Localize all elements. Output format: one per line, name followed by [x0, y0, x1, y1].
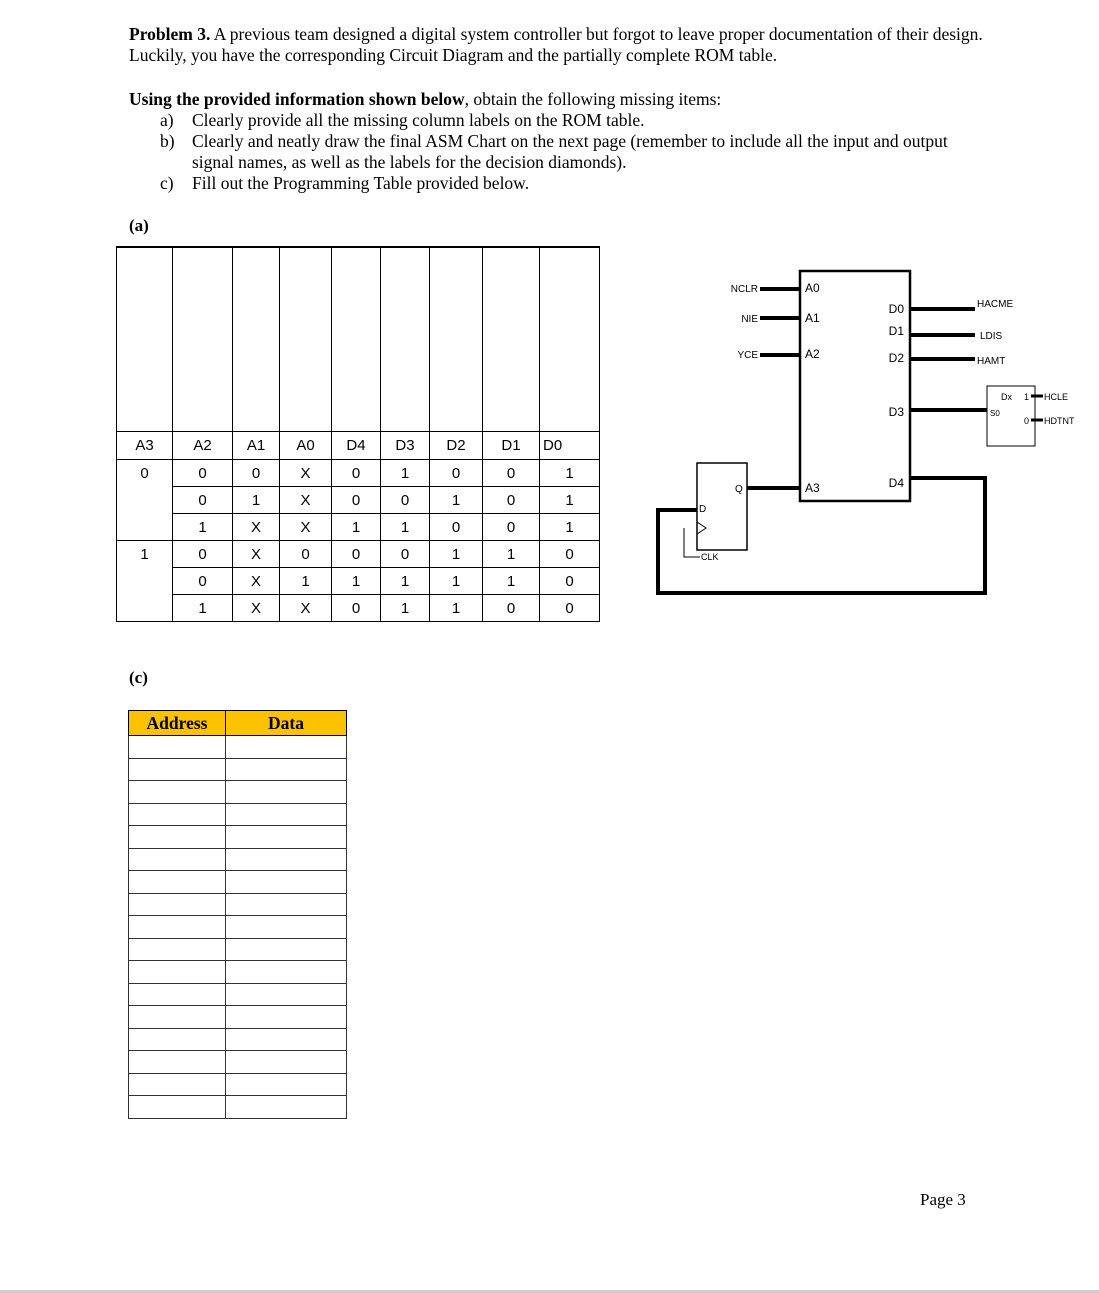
- rom-output-d1: D1: [888, 324, 904, 338]
- rom-output-d4: D4: [888, 476, 904, 490]
- instruction-marker: b): [160, 131, 175, 151]
- output-signal-hacme: HACME: [977, 299, 1014, 310]
- rom-header: D1: [483, 432, 540, 460]
- table-row: [129, 736, 347, 759]
- table-row: [129, 1073, 347, 1096]
- table-row: [117, 487, 600, 514]
- rom-cell: 0: [540, 568, 600, 595]
- data-cell[interactable]: [226, 781, 347, 804]
- data-cell[interactable]: [226, 848, 347, 871]
- instruction-text: Clearly provide all the missing column labels on the ROM table.: [192, 110, 645, 130]
- rom-header: A3: [117, 432, 173, 460]
- rom-label-cell[interactable]: [430, 247, 483, 432]
- address-cell[interactable]: [129, 1096, 226, 1119]
- rom-cell: 0: [332, 487, 381, 514]
- demux-label: Dx: [1001, 392, 1012, 402]
- data-cell[interactable]: [226, 871, 347, 894]
- rom-cell: 0: [332, 460, 381, 487]
- rom-cell: 1: [173, 514, 233, 541]
- rom-output-d0: D0: [888, 302, 904, 316]
- table-row: [129, 1006, 347, 1029]
- output-signal-hdtnt: HDTNT: [1044, 416, 1075, 426]
- address-cell[interactable]: [129, 1051, 226, 1074]
- data-cell[interactable]: [226, 893, 347, 916]
- rom-label-cell[interactable]: [280, 247, 332, 432]
- data-cell[interactable]: [226, 736, 347, 759]
- rom-cell: 1: [280, 568, 332, 595]
- rom-cell: 1: [430, 568, 483, 595]
- table-row: [129, 803, 347, 826]
- demux-select: S0: [990, 409, 1000, 418]
- table-row: [129, 781, 347, 804]
- data-cell[interactable]: [226, 1028, 347, 1051]
- instructions: [129, 89, 989, 194]
- rom-cell: 1: [483, 541, 540, 568]
- instruction-item: [129, 173, 989, 194]
- data-cell[interactable]: [226, 938, 347, 961]
- rom-cell: 0: [332, 541, 381, 568]
- address-cell[interactable]: [129, 938, 226, 961]
- rom-cell: 1: [381, 514, 430, 541]
- rom-cell: 0: [381, 541, 430, 568]
- rom-label-cell[interactable]: [117, 247, 173, 432]
- rom-header: A0: [280, 432, 332, 460]
- rom-cell: X: [233, 568, 280, 595]
- rom-cell: 0: [173, 460, 233, 487]
- address-cell[interactable]: [129, 781, 226, 804]
- instruction-item: [129, 131, 989, 173]
- rom-input-a1: A1: [805, 311, 820, 325]
- instruction-marker: c): [160, 173, 174, 193]
- data-cell[interactable]: [226, 1051, 347, 1074]
- rom-cell: 0: [430, 514, 483, 541]
- rom-label-cell[interactable]: [540, 247, 600, 432]
- rom-cell: 0: [233, 460, 280, 487]
- rom-header: D4: [332, 432, 381, 460]
- address-cell[interactable]: [129, 803, 226, 826]
- rom-cell: 1: [173, 595, 233, 622]
- rom-label-cell[interactable]: [483, 247, 540, 432]
- data-header: Data: [226, 711, 347, 736]
- instructions-lead: , obtain the following missing items:: [464, 89, 722, 109]
- demux-in-zero: 0: [1024, 416, 1030, 426]
- rom-input-a3: A3: [805, 481, 820, 495]
- rom-cell: 0: [483, 460, 540, 487]
- table-row: [117, 514, 600, 541]
- clock-label: CLK: [701, 552, 719, 562]
- address-cell[interactable]: [129, 983, 226, 1006]
- table-row: [129, 916, 347, 939]
- input-signal-nie: NIE: [741, 314, 758, 325]
- programming-table-body: [129, 736, 347, 1119]
- rom-label-cell[interactable]: [173, 247, 233, 432]
- page-number: Page 3: [920, 1190, 966, 1209]
- rom-cell: 1: [381, 568, 430, 595]
- input-signal-nclr: NCLR: [730, 284, 758, 295]
- data-cell[interactable]: [226, 961, 347, 984]
- table-row: [129, 983, 347, 1006]
- rom-cell: 0: [483, 514, 540, 541]
- rom-input-a2: A2: [805, 347, 820, 361]
- rom-table: [116, 246, 600, 622]
- rom-cell: 1: [332, 514, 381, 541]
- rom-cell: 1: [233, 487, 280, 514]
- table-row: [129, 961, 347, 984]
- rom-cell: X: [280, 595, 332, 622]
- table-row: [129, 1028, 347, 1051]
- rom-label-row: [117, 247, 600, 432]
- data-cell[interactable]: [226, 803, 347, 826]
- rom-cell: 0: [430, 460, 483, 487]
- table-row: [129, 893, 347, 916]
- demux-in-one: 1: [1024, 392, 1030, 402]
- rom-cell: 1: [540, 514, 600, 541]
- rom-cell: 1: [332, 568, 381, 595]
- rom-cell: 1: [483, 568, 540, 595]
- rom-cell: [117, 514, 173, 541]
- table-row: [117, 460, 600, 487]
- rom-cell: [117, 568, 173, 595]
- table-row: [129, 1051, 347, 1074]
- address-cell[interactable]: [129, 871, 226, 894]
- rom-cell: 1: [117, 541, 173, 568]
- address-cell[interactable]: [129, 758, 226, 781]
- rom-cell: 0: [332, 595, 381, 622]
- address-cell[interactable]: [129, 1006, 226, 1029]
- rom-cell: [117, 487, 173, 514]
- section-c-label: (c): [129, 668, 148, 687]
- rom-label-cell[interactable]: [332, 247, 381, 432]
- rom-header: A2: [173, 432, 233, 460]
- rom-cell: 0: [483, 595, 540, 622]
- data-cell[interactable]: [226, 983, 347, 1006]
- section-a-label: (a): [129, 216, 149, 235]
- rom-cell: 0: [173, 568, 233, 595]
- rom-header: D2: [430, 432, 483, 460]
- address-cell[interactable]: [129, 1028, 226, 1051]
- rom-header: A1: [233, 432, 280, 460]
- rom-cell: 0: [483, 487, 540, 514]
- table-row: [129, 938, 347, 961]
- rom-cell: X: [233, 514, 280, 541]
- output-signal-hcle: HCLE: [1044, 392, 1069, 402]
- rom-cell: 1: [430, 595, 483, 622]
- problem-text: A previous team designed a digital system controller but forgot to leave proper documentation of their design. Luckily, you have the corresponding Circuit Diagram and the partially complete ROM table.: [129, 24, 983, 65]
- instruction-text: Fill out the Programming Table provided below.: [192, 173, 530, 193]
- address-cell[interactable]: [129, 961, 226, 984]
- input-signal-yce: YCE: [737, 350, 758, 361]
- rom-cell: [117, 595, 173, 622]
- address-cell[interactable]: [129, 736, 226, 759]
- table-row: [129, 758, 347, 781]
- rom-input-a0: A0: [805, 281, 820, 295]
- rom-cell: 0: [540, 595, 600, 622]
- table-row: [129, 848, 347, 871]
- flip-flop-q: Q: [735, 484, 743, 495]
- rom-cell: 0: [173, 487, 233, 514]
- table-row: [117, 595, 600, 622]
- instructions-lead-bold: Using the provided information shown below: [129, 89, 465, 109]
- table-row: [129, 1096, 347, 1119]
- rom-cell: X: [280, 487, 332, 514]
- address-cell[interactable]: [129, 826, 226, 849]
- rom-cell: 0: [173, 541, 233, 568]
- data-cell[interactable]: [226, 758, 347, 781]
- address-cell[interactable]: [129, 1073, 226, 1096]
- instruction-marker: a): [160, 110, 174, 130]
- rom-label-cell[interactable]: [381, 247, 430, 432]
- rom-cell: X: [280, 514, 332, 541]
- rom-cell: X: [280, 460, 332, 487]
- flip-flop-d: D: [699, 504, 707, 515]
- circuit-diagram: [650, 260, 1095, 605]
- data-cell[interactable]: [226, 1096, 347, 1119]
- data-cell[interactable]: [226, 826, 347, 849]
- table-row: [117, 541, 600, 568]
- problem-statement: [129, 24, 989, 66]
- rom-cell: 1: [540, 487, 600, 514]
- rom-cell: 0: [280, 541, 332, 568]
- output-signal-ldis: LDIS: [980, 331, 1003, 342]
- address-cell[interactable]: [129, 893, 226, 916]
- rom-output-d3: D3: [888, 405, 904, 419]
- rom-cell: 1: [540, 460, 600, 487]
- address-header: Address: [129, 711, 226, 736]
- rom-header-row: [117, 432, 600, 460]
- rom-header: D0: [540, 432, 600, 460]
- table-row: [117, 568, 600, 595]
- rom-cell: 0: [117, 460, 173, 487]
- table-row: [129, 826, 347, 849]
- address-cell[interactable]: [129, 916, 226, 939]
- instruction-item: [129, 110, 989, 131]
- address-cell[interactable]: [129, 848, 226, 871]
- table-row: [129, 871, 347, 894]
- rom-cell: 1: [381, 460, 430, 487]
- rom-cell: 1: [430, 487, 483, 514]
- problem-title: Problem 3.: [129, 24, 211, 44]
- rom-cell: 0: [540, 541, 600, 568]
- rom-cell: 1: [381, 595, 430, 622]
- programming-table: [128, 710, 347, 1119]
- rom-label-cell[interactable]: [233, 247, 280, 432]
- data-cell[interactable]: [226, 1073, 347, 1096]
- data-cell[interactable]: [226, 1006, 347, 1029]
- rom-header: D3: [381, 432, 430, 460]
- output-signal-hamt: HAMT: [977, 356, 1006, 367]
- rom-output-d2: D2: [888, 351, 904, 365]
- rom-cell: 1: [430, 541, 483, 568]
- rom-cell: X: [233, 595, 280, 622]
- instruction-text: Clearly and neatly draw the final ASM Chart on the next page (remember to include all the input and output signal names, as well as the labels for the decision diamonds).: [192, 131, 948, 172]
- rom-cell: 0: [381, 487, 430, 514]
- rom-cell: X: [233, 541, 280, 568]
- data-cell[interactable]: [226, 916, 347, 939]
